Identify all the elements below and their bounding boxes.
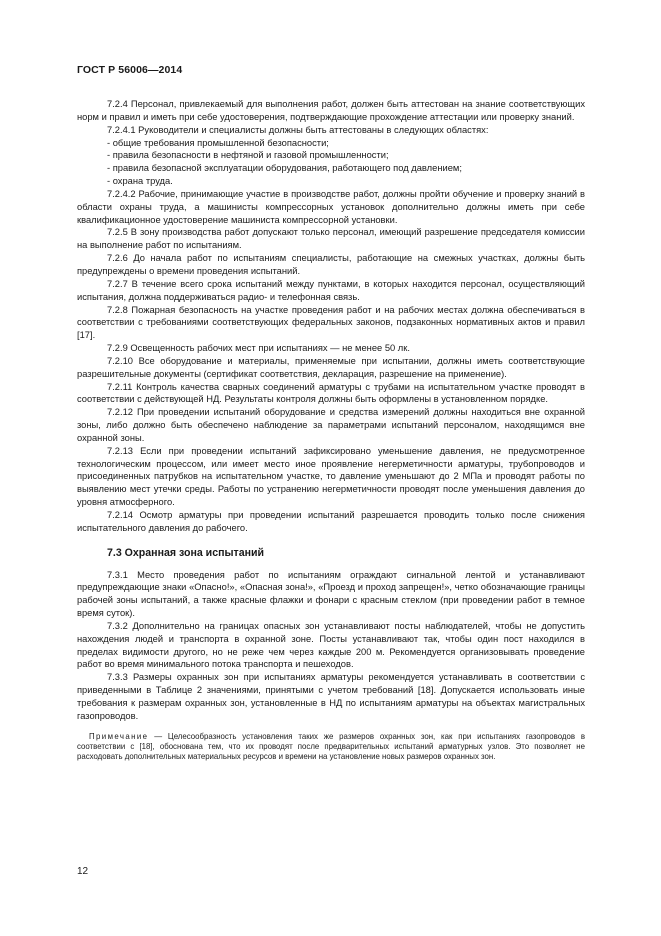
- paragraph-7-3-1: 7.3.1 Место проведения работ по испытаниям ограждают сигнальной лентой и устанавливают предупреждающие знаки «Опасно!», «Опасная зона!», «Проезд и проход запрещен!», четко обозначающие границы рабочей зоны испытаний, а также красные флажки и фонари с красным стеклом (при проведении работ в темное время суток).: [77, 569, 585, 619]
- paragraph-7-2-11: 7.2.11 Контроль качества сварных соединений арматуры с трубами на испытательном участке проводят в соответствии с действующей НД. Результаты контроля должны быть оформлены в установленном порядке.: [77, 381, 585, 405]
- list-item: - охрана труда.: [107, 176, 173, 187]
- paragraph-7-2-13: 7.2.13 Если при проведении испытаний зафиксировано уменьшение давления, не предусмотренное технологическим процессом, или имеет место иное проявление негерметичности арматуры, трубопроводов и присоединенных патрубков на испытательном участке, то давление уменьшают до 2 МПа и проводят работы по выявлению мест утечки среды. Работы по устранению негерметичности проводят после уменьшения давления до уровня атмосферного.: [77, 445, 585, 508]
- paragraph-7-2-4-1: 7.2.4.1 Руководители и специалисты должны быть аттестованы в следующих областях:: [107, 124, 489, 135]
- paragraph-7-2-4: 7.2.4 Персонал, привлекаемый для выполнения работ, должен быть аттестован на знание соответствующих норм и правил и иметь при себе удостоверения, подтверждающие прохождение аттестации или проверку знаний.: [77, 99, 585, 122]
- paragraph-7-2-10: 7.2.10 Все оборудование и материалы, применяемые при испытании, должны иметь соответствующие разрешительные документы (сертификат соответствия, декларация, разрешение на применение).: [77, 355, 585, 379]
- note-text: — Целесообразность установления таких же размеров охранных зон, как при испытаниях газопроводов в соответствии с [18], обоснована тем, что их проводят после предварительных испытаний арматурных узлов. Это позволяет не расходовать дополнительных материальных ресурсов и времени на установление новых размеров охранных зон.: [77, 731, 585, 762]
- paragraph-7-2-8: 7.2.8 Пожарная безопасность на участке проведения работ и на рабочих местах должна обеспечиваться в соответствии с требованиями соответствующих федеральных законов, подзаконных нормативных актов и правил [17].: [77, 304, 585, 341]
- note: [77, 732, 585, 763]
- note-label: Примечание: [89, 731, 149, 741]
- paragraph-7-2-5: 7.2.5 В зону производства работ допускают только персонал, имеющий разрешение председателя комиссии на выполнение работ по испытаниям.: [77, 227, 585, 251]
- list-item: - правила безопасности в нефтяной и газовой промышленности;: [107, 150, 389, 161]
- paragraph-7-2-12: 7.2.12 При проведении испытаний оборудование и средства измерений должны находиться вне охранной зоны, либо должно быть обеспечено наблюдение за параметрами испытаний персоналом, находящимся вне охранной зоны.: [77, 407, 585, 443]
- paragraph-7-2-9: 7.2.9 Освещенность рабочих мест при испытаниях — не менее 50 лк.: [107, 343, 410, 354]
- paragraph-7-2-7: 7.2.7 В течение всего срока испытаний между пунктами, в которых находится персонал, осуществляющий испытания, должна поддерживаться радио- и телефонная связь.: [77, 278, 585, 302]
- list-item: - общие требования промышленной безопасности;: [107, 137, 329, 148]
- list-item: - правила безопасной эксплуатации оборудования, работающего под давлением;: [107, 163, 462, 174]
- paragraph-7-2-6: 7.2.6 До начала работ по испытаниям специалисты, работающие на смежных участках, должны быть предупреждены о времени проведения испытаний.: [77, 253, 585, 276]
- paragraph-7-2-4-2: 7.2.4.2 Рабочие, принимающие участие в производстве работ, должны пройти обучение и проверку знаний в области охраны труда, а машинисты компрессорных установок дополнительно должны иметь при себе квалификационное удостоверение машиниста компрессорной установки.: [77, 188, 585, 225]
- paragraph-7-3-3: 7.3.3 Размеры охранных зон при испытаниях арматуры рекомендуется устанавливать в соответствии с приведенными в Таблице 2 значениями, принятыми с учетом требований [18]. Допускается использовать иные требования к размерам охранных зон, установленные в НД по испытаниям арматуры на объектах магистральных газопроводов.: [77, 672, 585, 721]
- section-heading: 7.3 Охранная зона испытаний: [107, 546, 265, 559]
- page-number: 12: [77, 866, 89, 877]
- paragraph-7-3-2: 7.3.2 Дополнительно на границах опасных зон устанавливают посты наблюдателей, чтобы не допустить нахождения людей и транспорта в охранной зоне. Посты устанавливают так, чтобы один пост находился в пределах видимости другого, но не реже чем через каждые 200 м. Рекомендуется организовывать проведение работ во время минимального потока транспорта и пешеходов.: [77, 620, 585, 670]
- document-header: ГОСТ Р 56006—2014: [77, 64, 183, 76]
- document-body: [77, 98, 585, 762]
- paragraph-7-2-14: 7.2.14 Осмотр арматуры при проведении испытаний разрешается проводить только после снижения испытательного давления до рабочего.: [77, 510, 585, 533]
